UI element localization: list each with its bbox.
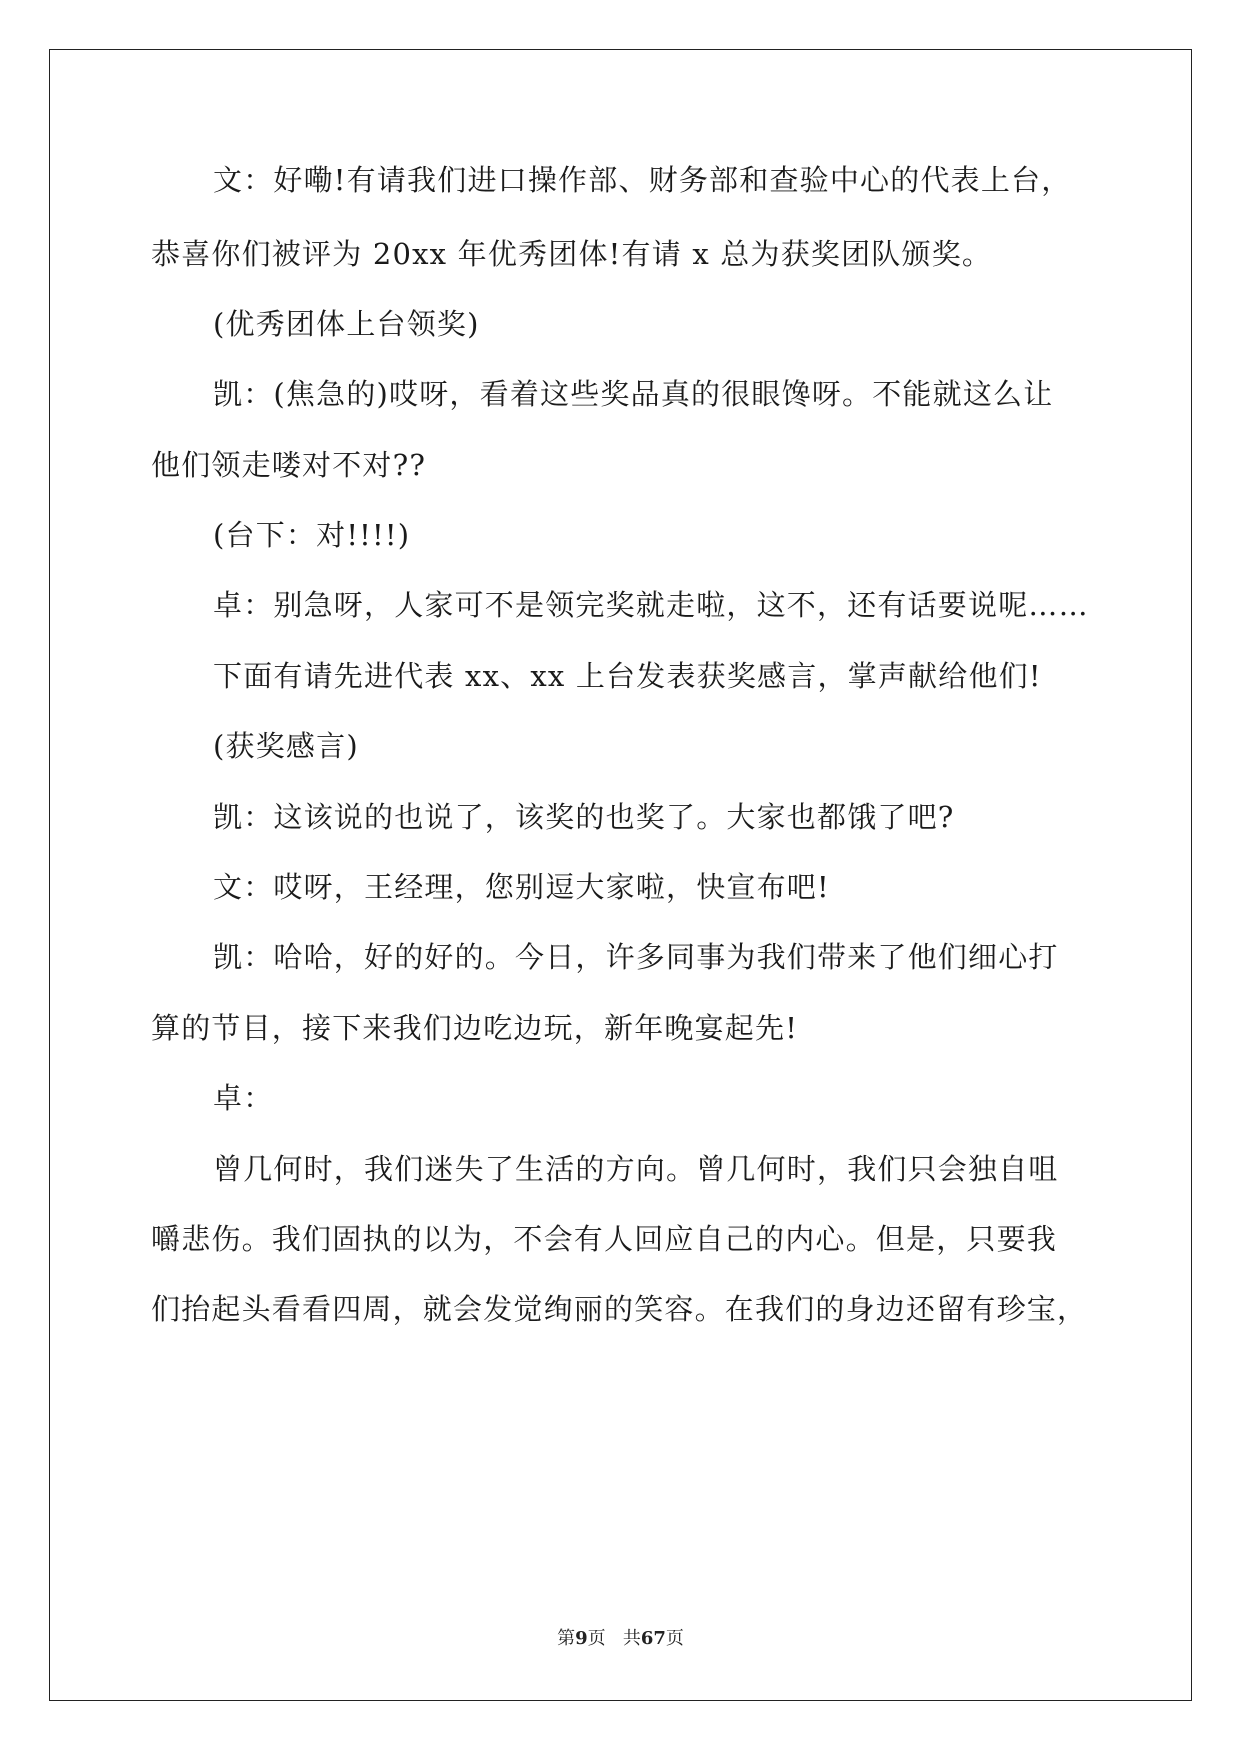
page-number: 9 <box>575 1628 588 1649</box>
text-line: 凯：(焦急的)哎呀，看着这些奖品真的很眼馋呀。不能就这么让 <box>213 377 1054 411</box>
text-line: 嚼悲伤。我们固执的以为，不会有人回应自己的内心。但是，只要我 <box>151 1222 1058 1256</box>
text-line: (台下：对!!!!) <box>213 518 411 552</box>
total-pages: 67 <box>640 1628 666 1649</box>
footer-total-suffix: 页 <box>665 1628 684 1649</box>
page-footer <box>0 1627 1241 1651</box>
text-line: 卓： <box>213 1081 274 1115</box>
text-line: 们抬起头看看四周，就会发觉绚丽的笑容。在我们的身边还留有珍宝， <box>151 1292 1088 1326</box>
text-line: 文：好嘞!有请我们进口操作部、财务部和查验中心的代表上台， <box>213 163 1072 197</box>
text-line: 他们领走喽对不对?? <box>151 448 427 482</box>
footer-total-prefix: 共 <box>622 1628 641 1649</box>
text-line: 下面有请先进代表 xx、xx 上台发表获奖感言，掌声献给他们! <box>213 659 1042 693</box>
text-line: 曾几何时，我们迷失了生活的方向。曾几何时，我们只会独自咀 <box>213 1152 1059 1186</box>
text-line: (获奖感言) <box>213 729 359 763</box>
text-line: 卓：别急呀，人家可不是领完奖就走啦，这不，还有话要说呢…… <box>213 588 1089 622</box>
text-line: (优秀团体上台领奖) <box>213 307 480 341</box>
text-line: 文：哎呀，王经理，您别逗大家啦，快宣布吧! <box>213 870 830 904</box>
footer-page-suffix: 页 <box>587 1628 606 1649</box>
text-line: 凯：这该说的也说了，该奖的也奖了。大家也都饿了吧? <box>213 800 955 834</box>
text-line: 算的节目，接下来我们边吃边玩，新年晚宴起先! <box>151 1011 799 1045</box>
footer-prefix: 第 <box>557 1628 576 1649</box>
text-line: 凯：哈哈，好的好的。今日，许多同事为我们带来了他们细心打 <box>213 940 1059 974</box>
text-line: 恭喜你们被评为 20xx 年优秀团体!有请 x 总为获奖团队颁奖。 <box>151 237 993 271</box>
